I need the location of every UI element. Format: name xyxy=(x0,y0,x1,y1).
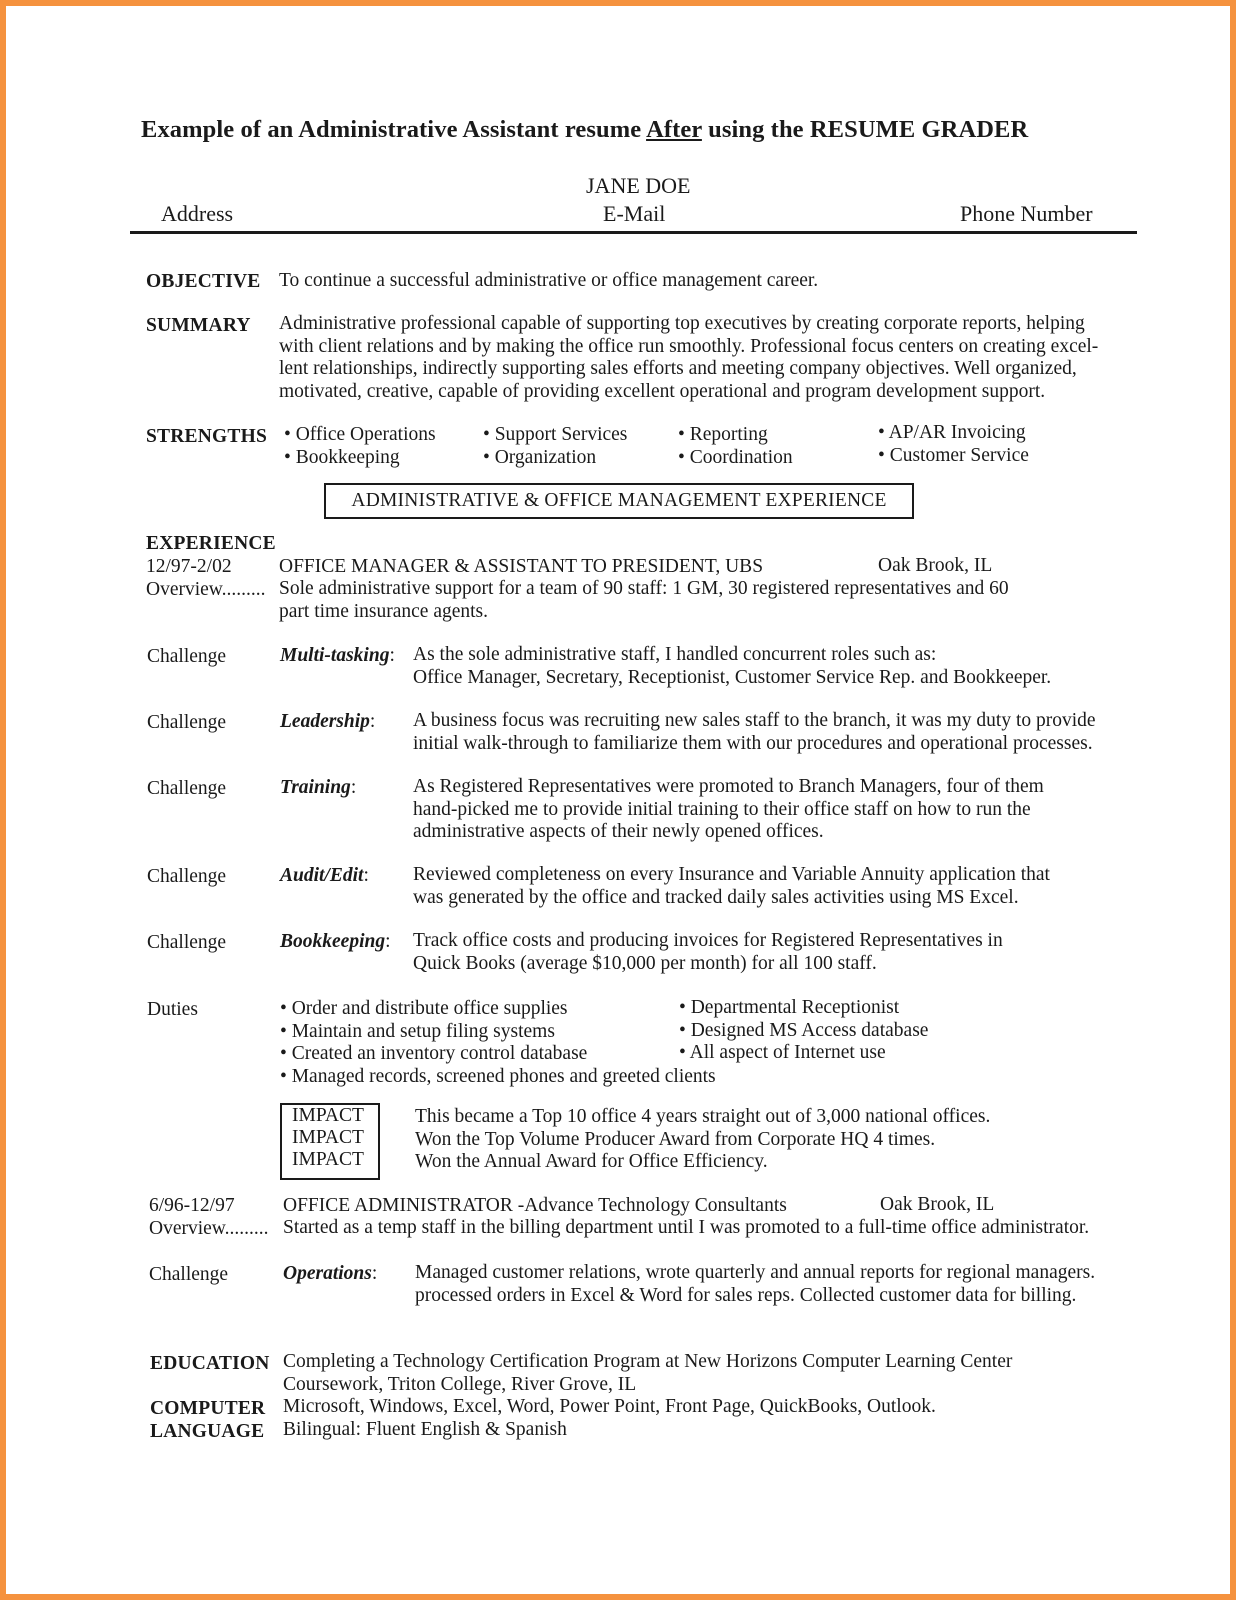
challenge-line: administrative aspects of their newly opened offices. xyxy=(413,821,824,842)
challenge-label: Challenge xyxy=(147,712,227,733)
challenge-label: Challenge xyxy=(147,778,227,799)
header-phone: Phone Number xyxy=(960,201,1093,226)
challenge-description xyxy=(415,1262,1095,1307)
education-text xyxy=(283,1351,1012,1396)
strength-item: • Office Operations xyxy=(284,424,436,445)
challenge-line: Office Manager, Secretary, Receptionist, Customer Service Rep. and Bookkeeper. xyxy=(413,666,1052,688)
impact-label: IMPACT xyxy=(292,1127,364,1148)
challenge-description xyxy=(413,776,1044,844)
duties-right-column xyxy=(679,997,928,1065)
impact-statements xyxy=(415,1106,990,1174)
strength-item: • Coordination xyxy=(678,446,793,468)
challenge-line: processed orders in Excel & Word for sales reps. Collected customer data for billing. xyxy=(415,1284,1077,1306)
impact-statement: Won the Top Volume Producer Award from Corporate HQ 4 times. xyxy=(415,1128,936,1150)
challenge-line: was generated by the office and tracked daily sales activities using MS Excel. xyxy=(413,886,1019,908)
challenge-skill xyxy=(280,645,395,668)
header-rule xyxy=(130,231,1137,234)
challenge-skill-name: Leadership xyxy=(280,711,370,732)
duty-item: • Designed MS Access database xyxy=(679,1019,929,1041)
challenge-description xyxy=(413,644,1051,689)
job1-overview-label: Overview......... xyxy=(146,579,266,600)
duty-item: • Maintain and setup filing systems xyxy=(280,1020,555,1042)
summary-text xyxy=(279,313,1098,403)
duty-item: • Departmental Receptionist xyxy=(679,997,900,1018)
challenge-label: Challenge xyxy=(147,646,227,667)
job2-overview: Started as a temp staff in the billing department until I was promoted to a full-time office administrator. xyxy=(283,1217,1090,1238)
header-email: E-Mail xyxy=(603,201,666,226)
challenge-line: initial walk-through to familiarize them with our procedures and operational processes. xyxy=(413,732,1093,754)
education-line: Completing a Technology Certification Program at New Horizons Computer Learning Center xyxy=(283,1351,1013,1372)
challenge-description xyxy=(413,864,1050,909)
challenge-skill xyxy=(280,777,356,800)
strength-item: • AP/AR Invoicing xyxy=(878,422,1026,443)
title-text-post: using the RESUME GRADER xyxy=(701,116,1029,143)
header-address: Address xyxy=(161,201,234,226)
summary-line: lent relationships, indirectly supporting sales efforts and meeting company objectives. Well organized, xyxy=(279,358,1077,379)
challenge-line: A business focus was recruiting new sales staff to the branch, it was my duty to provide xyxy=(413,710,1096,731)
impact-label: IMPACT xyxy=(292,1149,364,1170)
job1-location: Oak Brook, IL xyxy=(878,555,993,576)
strength-item: • Reporting xyxy=(678,424,768,445)
challenge-skill-colon: : xyxy=(371,1263,378,1284)
challenge-line: Quick Books (average $10,000 per month) for all 100 staff. xyxy=(413,952,877,974)
challenge-label: Challenge xyxy=(147,866,227,887)
job2-overview-label: Overview......... xyxy=(149,1218,269,1239)
job2-location: Oak Brook, IL xyxy=(880,1194,995,1215)
duty-item: • All aspect of Internet use xyxy=(679,1042,886,1063)
challenge-skill-name: Operations xyxy=(283,1263,372,1284)
objective-text: To continue a successful administrative or office management career. xyxy=(279,270,819,291)
challenge-line: Managed customer relations, wrote quarterly and annual reports for regional managers. xyxy=(415,1262,1096,1283)
challenge-skill-name: Training xyxy=(280,777,351,798)
challenge-skill xyxy=(280,711,375,734)
challenge-skill xyxy=(280,931,391,954)
strengths-column-1 xyxy=(284,424,436,469)
strength-item: • Organization xyxy=(483,446,597,468)
duties-label: Duties xyxy=(147,999,198,1020)
impact-statement: This became a Top 10 office 4 years straight out of 3,000 national offices. xyxy=(415,1106,991,1127)
challenge-line: As Registered Representatives were promoted to Branch Managers, four of them xyxy=(413,776,1044,797)
challenge-skill-colon: : xyxy=(350,777,357,798)
challenge-description xyxy=(413,930,1003,975)
overview-line: Sole administrative support for a team of 90 staff: 1 GM, 30 registered representatives and 60 xyxy=(279,578,1009,599)
job2-title: OFFICE ADMINISTRATOR -Advance Technology Consultants xyxy=(283,1195,787,1216)
challenge-skill-colon: : xyxy=(385,931,391,952)
job1-overview xyxy=(279,578,1009,623)
challenge-skill-colon: : xyxy=(363,865,369,886)
challenge-line: As the sole administrative staff, I handled concurrent roles such as: xyxy=(413,644,937,665)
challenge-skill-colon: : xyxy=(389,645,395,666)
impact-box xyxy=(280,1103,380,1180)
challenge-skill xyxy=(280,865,369,888)
objective-label: OBJECTIVE xyxy=(146,271,261,292)
strength-item: • Customer Service xyxy=(878,444,1029,466)
challenge-skill-name: Multi-tasking xyxy=(280,645,390,666)
experience-label: EXPERIENCE xyxy=(146,533,276,554)
education-line: Coursework, Triton College, River Grove, IL xyxy=(283,1373,637,1395)
language-label: LANGUAGE xyxy=(150,1421,265,1442)
challenge-skill-name: Audit/Edit xyxy=(280,865,364,886)
summary-line: motivated, creative, capable of providing excellent operational and program development support. xyxy=(279,380,1046,402)
title-text-underlined: After xyxy=(646,116,702,143)
strengths-column-4 xyxy=(878,422,1029,467)
challenge-label: Challenge xyxy=(149,1264,229,1285)
summary-line: Administrative professional capable of supporting top executives by creating corporate reports, helping xyxy=(279,313,1085,334)
strengths-column-2 xyxy=(483,424,627,469)
computer-text: Microsoft, Windows, Excel, Word, Power Point, Front Page, QuickBooks, Outlook. xyxy=(283,1396,936,1417)
challenge-line: hand-picked me to provide initial training to their office staff on how to run the xyxy=(413,798,1031,820)
duty-item: • Managed records, screened phones and greeted clients xyxy=(280,1065,716,1087)
challenge-line: Track office costs and producing invoices for Registered Representatives in xyxy=(413,930,1003,951)
document-title xyxy=(141,116,1028,144)
language-text: Bilingual: Fluent English & Spanish xyxy=(283,1419,567,1440)
challenge-skill-name: Bookkeeping xyxy=(280,931,386,952)
challenge-line: Reviewed completeness on every Insurance and Variable Annuity application that xyxy=(413,864,1050,885)
challenge-description xyxy=(413,710,1096,755)
challenge-skill xyxy=(283,1263,377,1286)
section-heading-box: ADMINISTRATIVE & OFFICE MANAGEMENT EXPERIENCE xyxy=(324,483,914,519)
job2-dates: 6/96-12/97 xyxy=(149,1195,235,1216)
strength-item: • Support Services xyxy=(483,424,628,445)
challenge-label: Challenge xyxy=(147,932,227,953)
computer-label: COMPUTER xyxy=(150,1398,266,1419)
duties-left-column xyxy=(280,998,716,1088)
impact-label: IMPACT xyxy=(292,1105,364,1126)
strengths-label: STRENGTHS xyxy=(146,426,268,447)
candidate-name: JANE DOE xyxy=(586,173,691,198)
challenge-skill-colon: : xyxy=(369,711,376,732)
summary-label: SUMMARY xyxy=(146,315,251,336)
strengths-column-3 xyxy=(678,424,793,469)
title-text-pre: Example of an Administrative Assistant resume xyxy=(141,116,647,143)
duty-item: • Order and distribute office supplies xyxy=(280,998,568,1019)
duty-item: • Created an inventory control database xyxy=(280,1043,588,1064)
education-label: EDUCATION xyxy=(150,1353,270,1374)
impact-statement: Won the Annual Award for Office Efficiency. xyxy=(415,1151,768,1172)
job1-title: OFFICE MANAGER & ASSISTANT TO PRESIDENT, UBS xyxy=(279,556,764,577)
overview-line: part time insurance agents. xyxy=(279,600,489,622)
strength-item: • Bookkeeping xyxy=(284,446,400,468)
job1-dates: 12/97-2/02 xyxy=(146,556,232,577)
summary-line: with client relations and by making the office run smoothly. Professional focus centers on creating excel- xyxy=(279,335,1099,357)
